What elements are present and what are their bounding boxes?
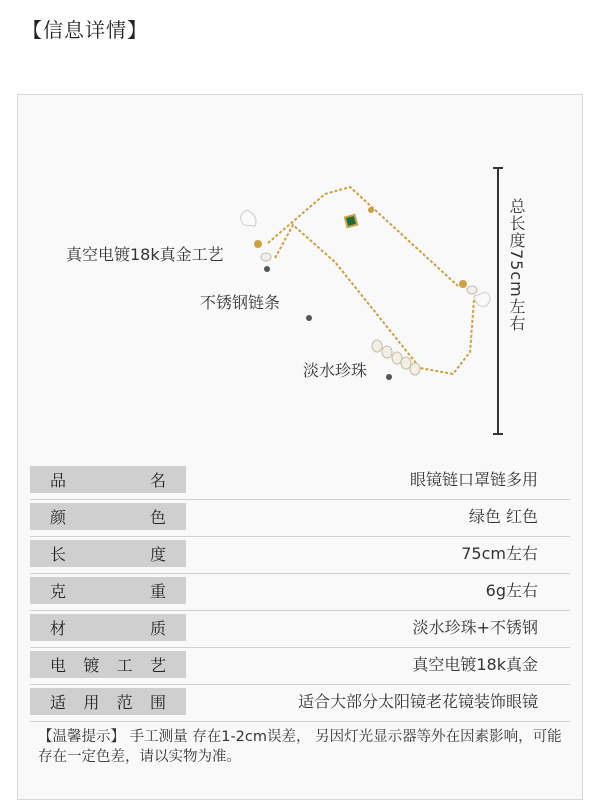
- spec-value: 适合大部分太阳镜老花镜装饰眼镜: [297, 692, 538, 711]
- callout-plating: 真空电镀18k真金工艺: [66, 245, 224, 264]
- length-label: 总长度75cm左右: [507, 198, 526, 332]
- warm-tip-note: 【温馨提示】 手工测量 存在1-2cm误差， 另因灯光显示器等外在因素影响，可能存在一定色差，请以实物为准。: [38, 729, 562, 765]
- spec-row: [30, 537, 570, 574]
- callout-dot: [264, 266, 270, 272]
- measure-cap-bottom: [493, 433, 503, 435]
- callout-dot: [386, 374, 392, 380]
- callout-chain: 不锈钢链条: [200, 293, 281, 312]
- spec-key: 克重: [30, 577, 186, 604]
- spec-row: [30, 574, 570, 611]
- spec-value: 6g左右: [485, 581, 538, 600]
- spec-table: [30, 463, 570, 722]
- spec-key: 品名: [30, 466, 186, 493]
- spec-value: 75cm左右: [461, 544, 538, 563]
- page-title: 【信息详情】: [22, 18, 148, 42]
- spec-key: 适用范围: [30, 688, 186, 715]
- spec-value: 绿色 红色: [468, 507, 538, 526]
- spec-row: [30, 648, 570, 685]
- spec-row: [30, 685, 570, 722]
- spec-value: 眼镜链口罩链多用: [409, 470, 538, 489]
- spec-key: 颜色: [30, 503, 186, 530]
- spec-key: 电镀工艺: [30, 651, 186, 678]
- spec-row: [30, 500, 570, 537]
- spec-row: [30, 611, 570, 648]
- callout-dot: [306, 315, 312, 321]
- spec-value: 淡水珍珠+不锈钢: [412, 618, 538, 637]
- measure-line: [497, 167, 499, 435]
- spec-value: 真空电镀18k真金: [412, 655, 538, 674]
- callout-pearl: 淡水珍珠: [303, 361, 368, 380]
- spec-key: 材质: [30, 614, 186, 641]
- spec-row: [30, 463, 570, 500]
- spec-key: 长度: [30, 540, 186, 567]
